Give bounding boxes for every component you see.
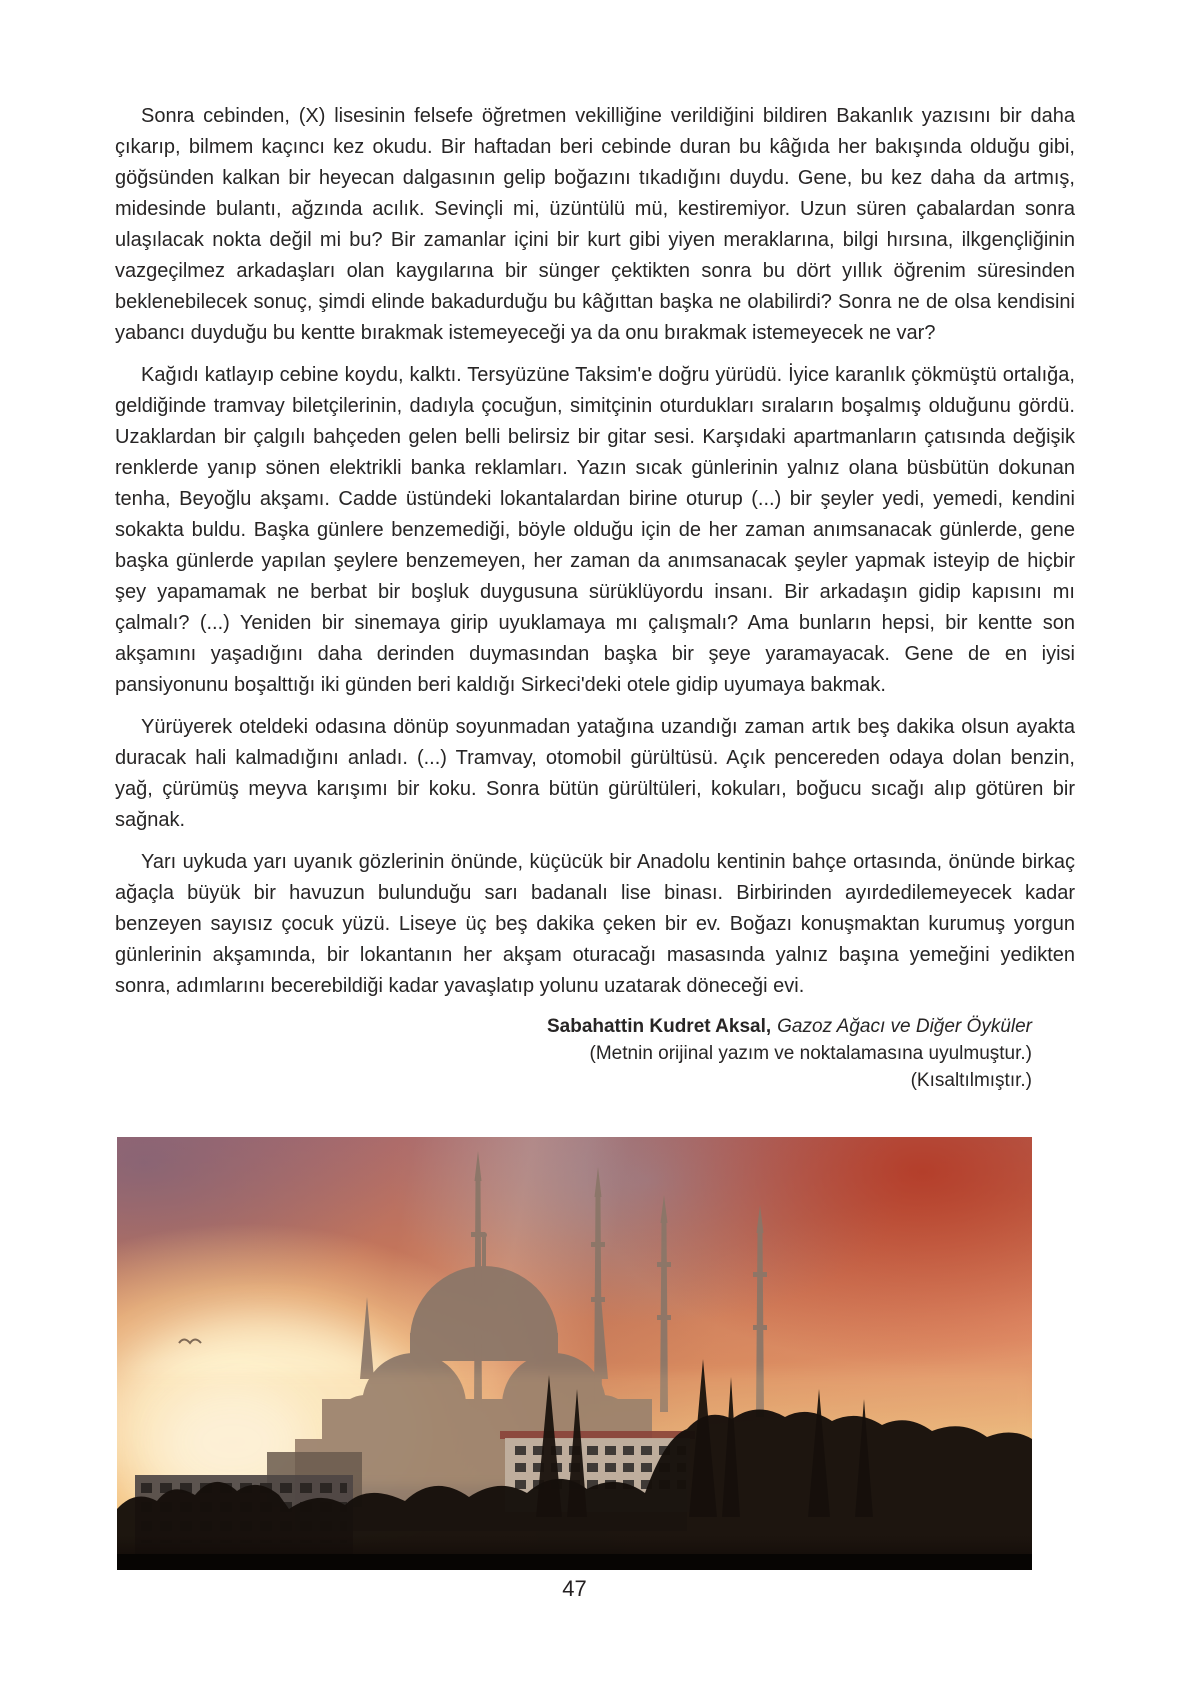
paragraph-4: Yarı uykuda yarı uyanık gözlerinin önünde, küçücük bir Anadolu kentinin bahçe ortasında, önünde birkaç ağaçla büyük bir havuzun bulunduğu sarı badanalı lise binası. Birbirinden ayırdedilemeyecek kadar benzeyen sayısız çocuk yüzü. Liseye üç beş dakika çeken bir ev. Boğazı konuşmaktan kurumuş yorgun günlerinin akşamında, bir lokantanın her akşam oturacağı masasında yalnız başına yemeğini yedikten sonra, adımlarını becerebildiği kadar yavaşlatıp yolunu uzatarak döneceği evi. [115, 851, 1075, 997]
istanbul-mosque-sunset-photo [117, 1137, 1032, 1570]
story-text [115, 101, 1075, 1094]
attribution-work-title: Gazoz Ağacı ve Diğer Öyküler [777, 1016, 1032, 1037]
attribution-author: Sabahattin Kudret Aksal, [546, 1016, 772, 1037]
mosque-silhouette-graphic [117, 1137, 1032, 1570]
paragraph-1: Sonra cebinden, (X) lisesinin felsefe öğretmen vekilliğine verildiğini bildiren Bakanlık yazısını bir daha çıkarıp, bilmem kaçıncı kez okudu. Bir haftadan beri cebinde duran bu kâğıda her bakışında olduğu gibi, göğsünden kalkan bir heyecan dalgasının gelip boğazını tıkadığını duydu. Gene, bu kez daha da artmış, midesinde bulantı, ağzında acılık. Sevinçli mi, üzüntülü mü, kestiremiyor. Uzun süren çabalardan sonra ulaşılacak nokta değil mi bu? Bir zamanlar içini bir kurt gibi yiyen meraklarına, bilgi hırsına, ilkgençliğinin vazgeçilmez arkadaşları olan kaygılarına bir sünger çektikten sonra bu dört yıllık öğrenim süresinden beklenebilecek sonuç, şimdi elinde bakadurduğu bu kâğıttan başka ne olabilirdi? Sonra ne de olsa kendisini yabancı duyduğu bu kentte bırakmak istemeyeceği ya da onu bırakmak istemeyecek ne var? [115, 105, 1075, 344]
paragraph-3: Yürüyerek oteldeki odasına dönüp soyunmadan yatağına uzandığı zaman artık beş dakika olsun ayakta duracak hali kalmadığını anladı. (...) Tramvay, otomobil gürültüsü. Açık pencereden odaya dolan benzin, yağ, çürümüş meyva karışımı bir koku. Sonra bütün gürültüleri, kokuları, boğucu sıcağı alıp götüren bir sağnak. [115, 716, 1075, 831]
attribution [115, 1013, 1075, 1094]
attribution-note-original: (Metnin orijinal yazım ve noktalamasına uyulmuştur.) [589, 1043, 1032, 1064]
attribution-line [115, 1013, 1032, 1040]
page-number: 47 [562, 1576, 587, 1601]
attribution-note-abridged: (Kısaltılmıştır.) [910, 1070, 1032, 1091]
paragraph-2: Kağıdı katlayıp cebine koydu, kalktı. Tersyüzüne Taksim'e doğru yürüdü. İyice karanlık çökmüştü ortalığa, geldiğinde tramvay biletçilerinin, dadıyla çocuğun, simitçinin oturdukları sıraların boşalmış olduğunu gördü. Uzaklardan bir çalgılı bahçeden gelen belli belirsiz bir gitar sesi. Karşıdaki apartmanların çatısında değişik renklerde yanıp sönen elektrikli banka reklamları. Yazın sıcak günlerinin yalnız olana büsbütün dokunan tenha, Beyoğlu akşamı. Cadde üstündeki lokantalardan birine oturup (...) bir şeyler yedi, yemedi, kendini sokakta buldu. Başka günlere benzemediği, böyle olduğu için de her zaman anımsanacak günlerde, gene başka günlerde yapılan şeylere benzemeyen, her zaman da anımsanacak şeyler yapmak isteyip de hiçbir şey yapamamak ne berbat bir boşluk duygusuna sürüklüyordu insanı. Bir arkadaşın gidip kapısını mı çalmalı? (...) Yeniden bir sinemaya girip uyuklamaya mı çalışmalı? Ama bunların hepsi, bir kentte son akşamını yaşadığını daha derinden duymasından başka bir şeye yaramayacak. Gene de en iyisi pansiyonunu boşalttığı iki günden beri kaldığı Sirkeci'deki otele gidip uyumaya bakmak. [115, 364, 1075, 696]
